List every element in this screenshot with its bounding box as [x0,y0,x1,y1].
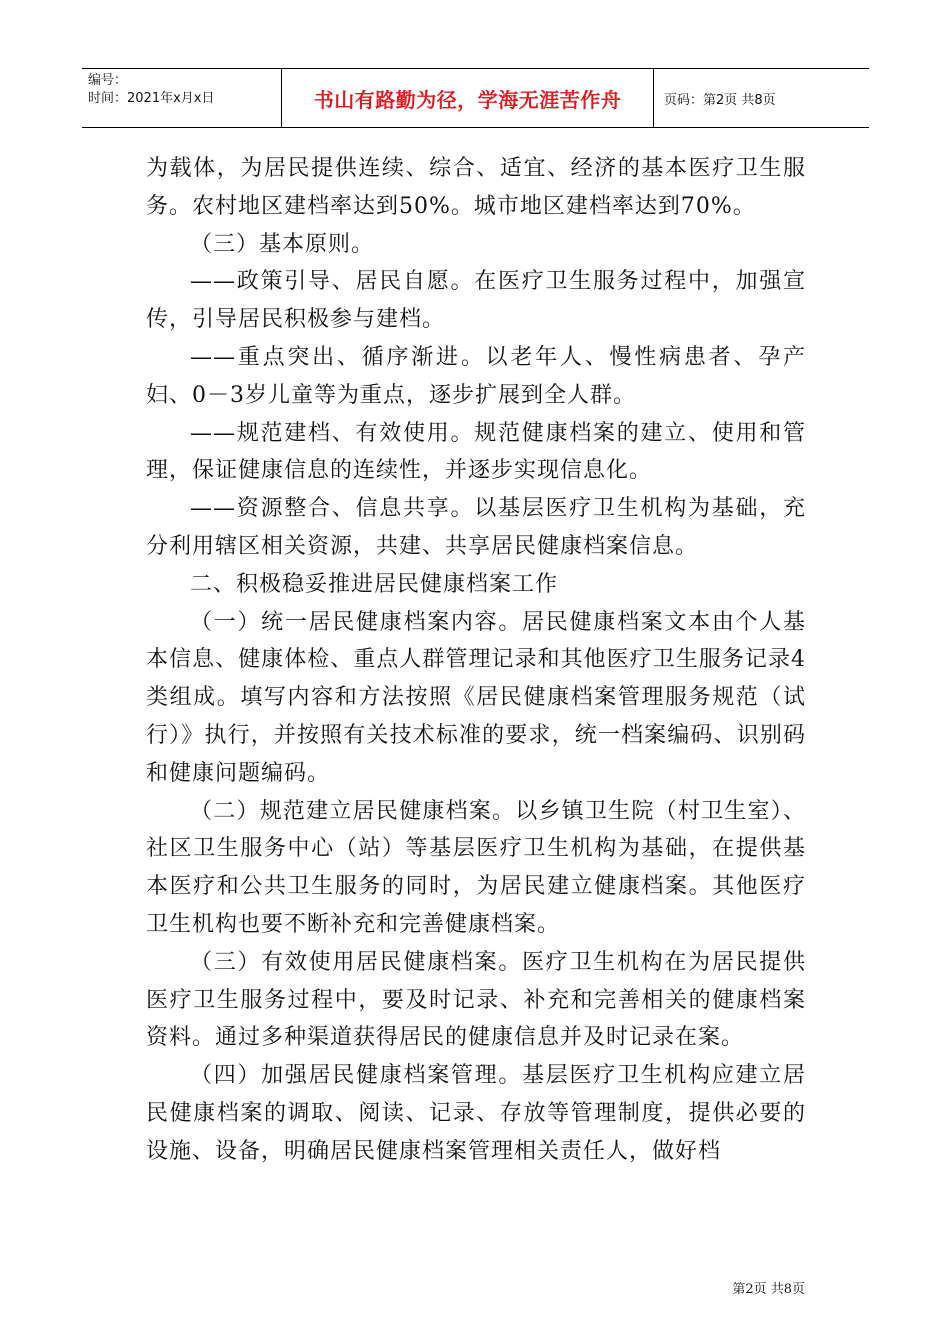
document-number-label: 编号： [88,73,128,88]
paragraph: （三）有效使用居民健康档案。医疗卫生机构在为居民提供医疗卫生服务过程中，要及时记录、补充和完善相关的健康档案资料。通过多种渠道获得居民的健康信息并及时记录在案。 [146,949,806,1051]
document-date-label: 时间：2021年x月x日 [88,91,215,106]
header-meta [82,69,282,127]
page-header [82,68,869,128]
principle-item: ——重点突出、循序渐进。以老年人、慢性病患者、孕产妇、0－3岁儿童等为重点，逐步扩展到全人群。 [146,344,806,408]
paragraph: （二）规范建立居民健康档案。以乡镇卫生院（村卫生室）、社区卫生服务中心（站）等基层医疗卫生机构为基础，在提供基本医疗和公共卫生服务的同时，为居民建立健康档案。其他医疗卫生机构也要不断补充和完善健康档案。 [146,798,806,937]
principle-item: ——政策引导、居民自愿。在医疗卫生服务过程中，加强宣传，引导居民积极参与建档。 [146,269,806,333]
section-heading: 二、积极稳妥推进居民健康档案工作 [190,571,559,597]
section-heading: （三）基本原则。 [190,231,375,257]
document-body [146,150,806,1171]
paragraph: 为载体，为居民提供连续、综合、适宜、经济的基本医疗卫生服务。农村地区建档率达到50%。城市地区建档率达到70%。 [146,156,806,219]
header-motto: 书山有路勤为径，学海无涯苦作舟 [282,69,654,127]
header-page-number: 页码：第2页 共8页 [664,92,776,108]
principle-item: ——资源整合、信息共享。以基层医疗卫生机构为基础，充分利用辖区相关资源，共建、共享居民健康档案信息。 [146,496,806,559]
footer-page-number: 第2页 共8页 [732,1282,805,1297]
paragraph: （四）加强居民健康档案管理。基层医疗卫生机构应建立居民健康档案的调取、阅读、记录、存放等管理制度，提供必要的设施、设备，明确居民健康档案管理相关责任人，做好档 [146,1063,806,1164]
paragraph: （一）统一居民健康档案内容。居民健康档案文本由个人基本信息、健康体检、重点人群管理记录和其他医疗卫生服务记录4类组成。填写内容和方法按照《居民健康档案管理服务规范（试行）》执行，并按照有关技术标准的要求，统一档案编码、识别码和健康问题编码。 [146,609,806,786]
principle-item: ——规范建档、有效使用。规范健康档案的建立、使用和管理，保证健康信息的连续性，并逐步实现信息化。 [146,420,806,484]
